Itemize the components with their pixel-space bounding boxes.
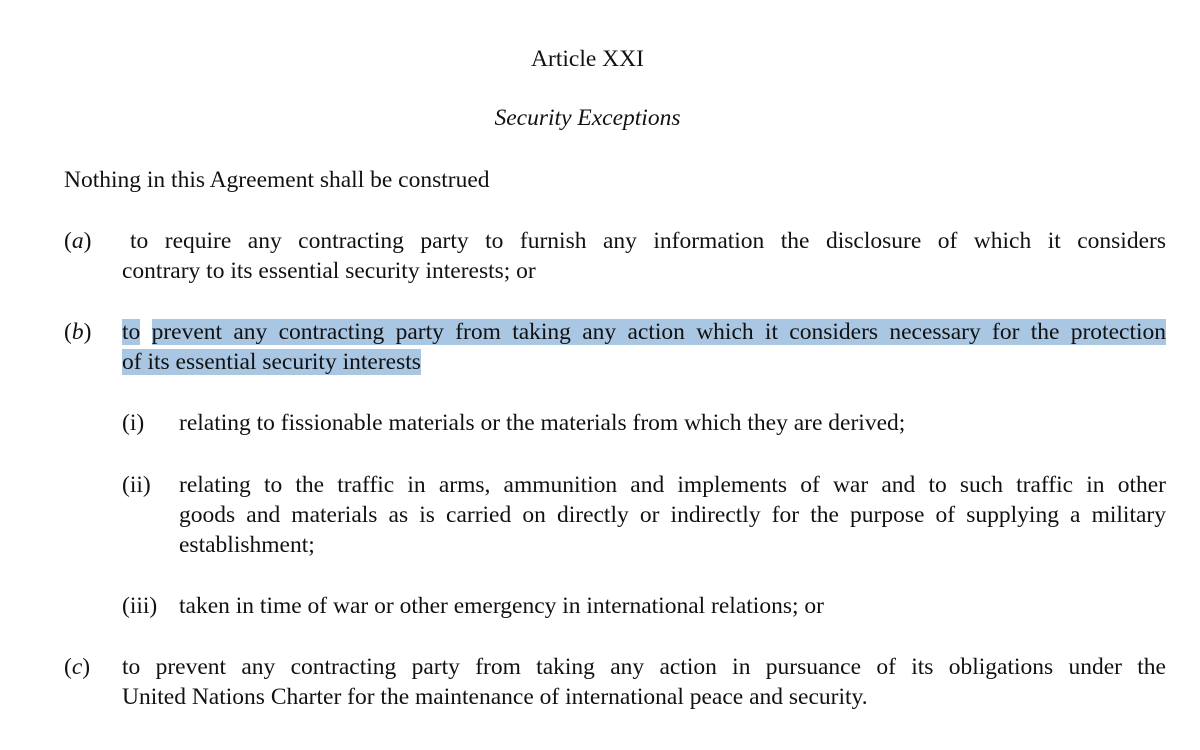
subitem-ii-line-2: goods and materials as is carried on directly or indirectly for the purpose of supplying a military [179,502,1166,528]
article-subtitle: Security Exceptions [494,105,681,131]
item-c-line-2: United Nations Charter for the maintenance of international peace and security. [122,684,868,710]
subitem-i-line-1: relating to fissionable materials or the materials from which they are derived; [179,410,906,436]
item-a-marker: (a) [64,228,92,254]
subitem-iii-marker: (iii) [122,593,158,619]
item-b-text-cont [122,347,1166,377]
item-a-text [130,226,1166,256]
subitem-ii-text [179,470,1166,560]
item-b-marker: (b) [64,319,92,345]
intro-paragraph: Nothing in this Agreement shall be construed [64,167,490,193]
item-b-prefix: to [122,319,141,345]
item-a-line-1: to require any contracting party to furnish any information the disclosure of which it considers [130,228,1166,254]
item-c-line-1: to prevent any contracting party from taking any action in pursuance of its obligations under the [122,654,1166,680]
selected-text-highlight[interactable]: prevent any contracting party from taking any action which it considers necessary for the protection [151,319,1167,345]
item-b-line-1 [122,317,1166,347]
subitem-iii-line-1: taken in time of war or other emergency in international relations; or [179,593,824,619]
subitem-i-text [179,408,1166,438]
subitem-ii-marker: (ii) [122,472,151,498]
item-c-marker: (c) [64,654,91,680]
item-b-text [122,317,1166,347]
subitem-iii-text [179,591,1166,621]
item-b-line-2 [122,347,1166,377]
subitem-ii-line-1: relating to the traffic in arms, ammunition and implements of war and to such traffic in other [179,472,1166,498]
selected-text-highlight-cont[interactable]: of its essential security interests [122,349,421,375]
item-a-line-2: contrary to its essential security interests; or [122,258,536,284]
item-a-text-cont [122,256,1166,286]
item-c-text [122,652,1166,712]
subitem-ii-line-3: establishment; [179,532,315,558]
article-title: Article XXI [531,46,644,72]
subitem-i-marker: (i) [122,410,145,436]
